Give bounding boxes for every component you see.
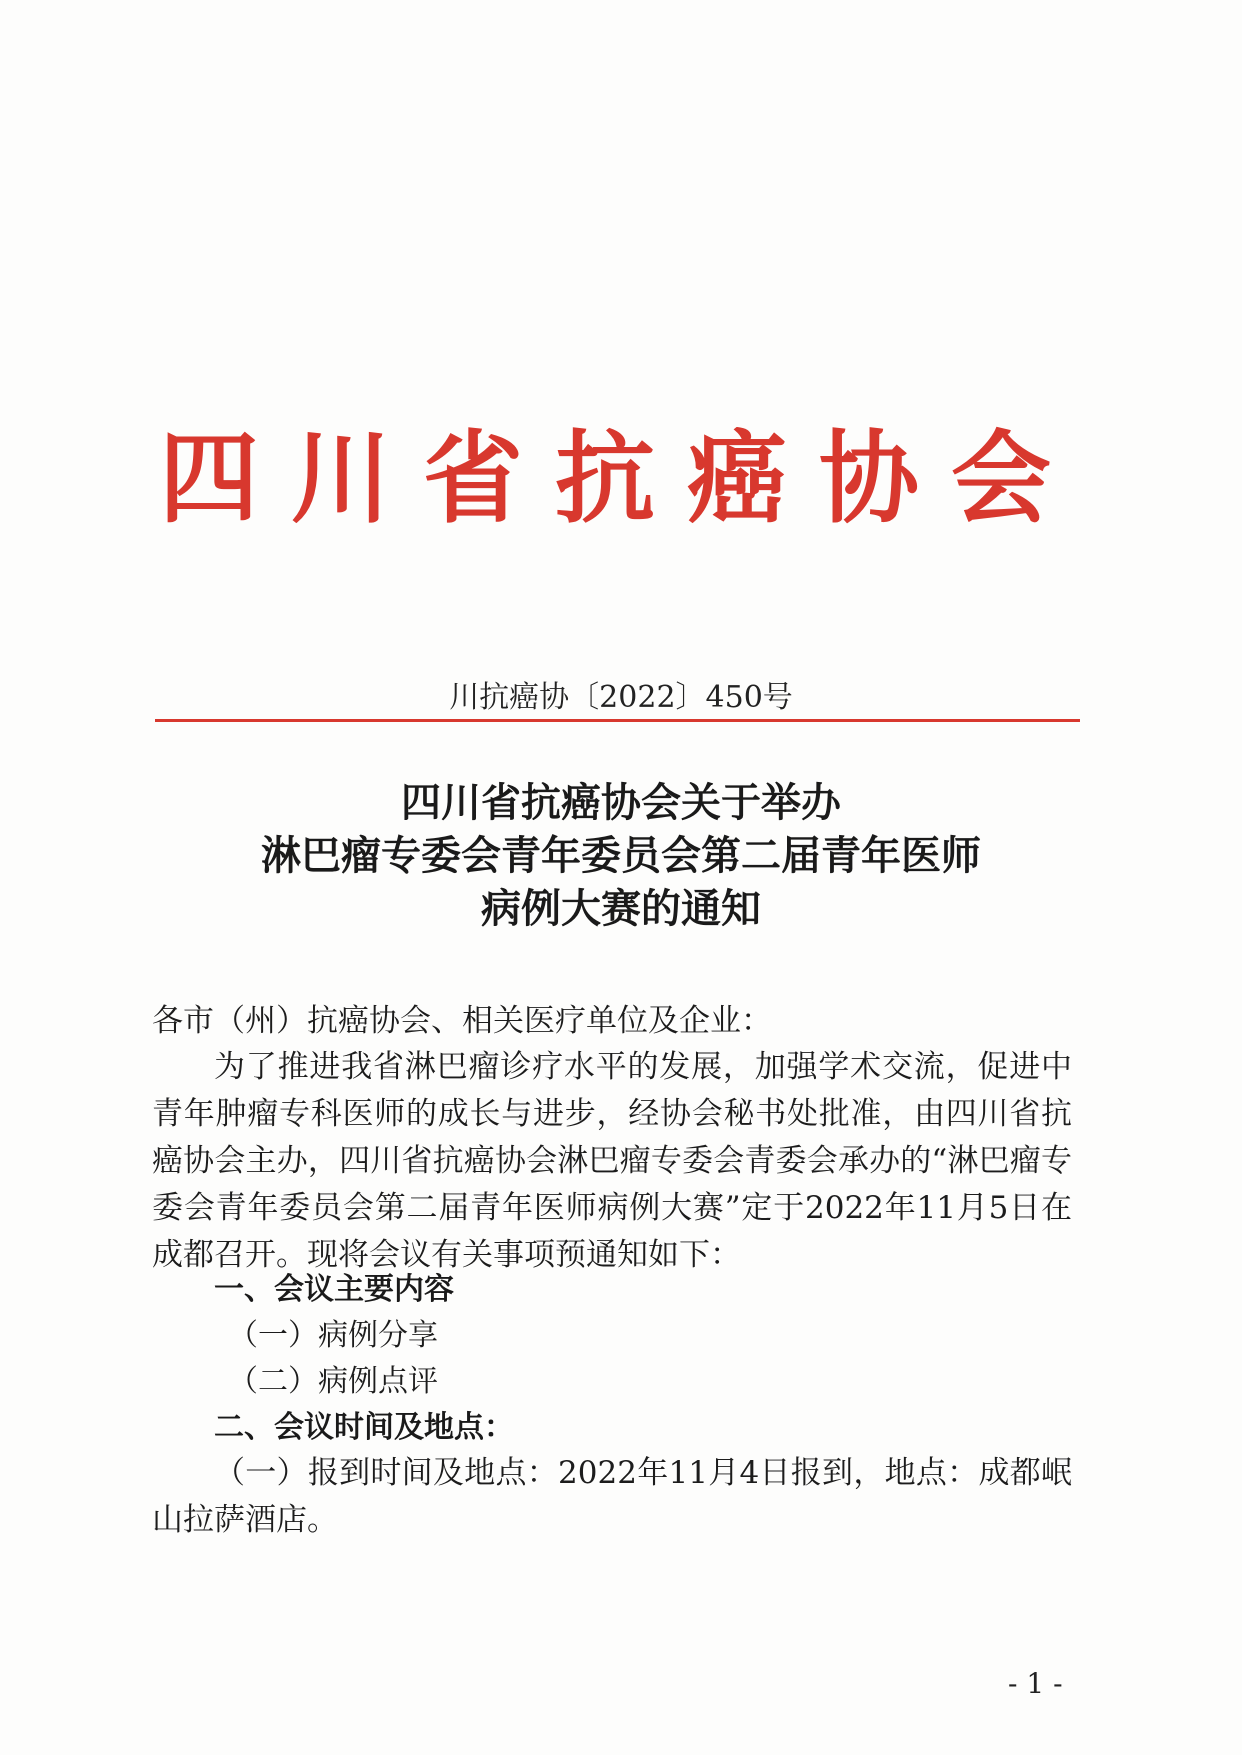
notice-title (120, 776, 1122, 935)
salutation: 各市（州）抗癌协会、相关医疗单位及企业： (152, 1003, 772, 1039)
section-heading-time-location: 二、会议时间及地点： (214, 1410, 514, 1445)
list-item-case-sharing: （一）病例分享 (228, 1318, 438, 1353)
section-heading-content: 一、会议主要内容 (214, 1272, 454, 1307)
intro-paragraph: 为了推进我省淋巴瘤诊疗水平的发展，加强学术交流，促进中青年肿瘤专科医师的成长与进步，经协会秘书处批准，由四川省抗癌协会主办，四川省抗癌协会淋巴瘤专委会青委会承办的“淋巴瘤专委会青年委员会第二届青年医师病例大赛”定于2022年11月5日在成都召开。现将会议有关事项预通知如下： (152, 1049, 1072, 1273)
title-line-2: 淋巴瘤专委会青年委员会第二届青年医师 (261, 832, 981, 879)
organization-header: 四川省抗癌协会 (159, 419, 1083, 537)
list-item-case-review: （二）病例点评 (228, 1364, 438, 1399)
page-number: - 1 - (1008, 1667, 1063, 1700)
red-divider-line (155, 719, 1080, 722)
title-line-3: 病例大赛的通知 (481, 885, 761, 932)
title-line-1: 四川省抗癌协会关于举办 (401, 779, 841, 826)
registration-paragraph: （一）报到时间及地点：2022年11月4日报到，地点：成都岷山拉萨酒店。 (152, 1455, 1072, 1538)
document-number: 川抗癌协〔2022〕450号 (449, 680, 793, 715)
